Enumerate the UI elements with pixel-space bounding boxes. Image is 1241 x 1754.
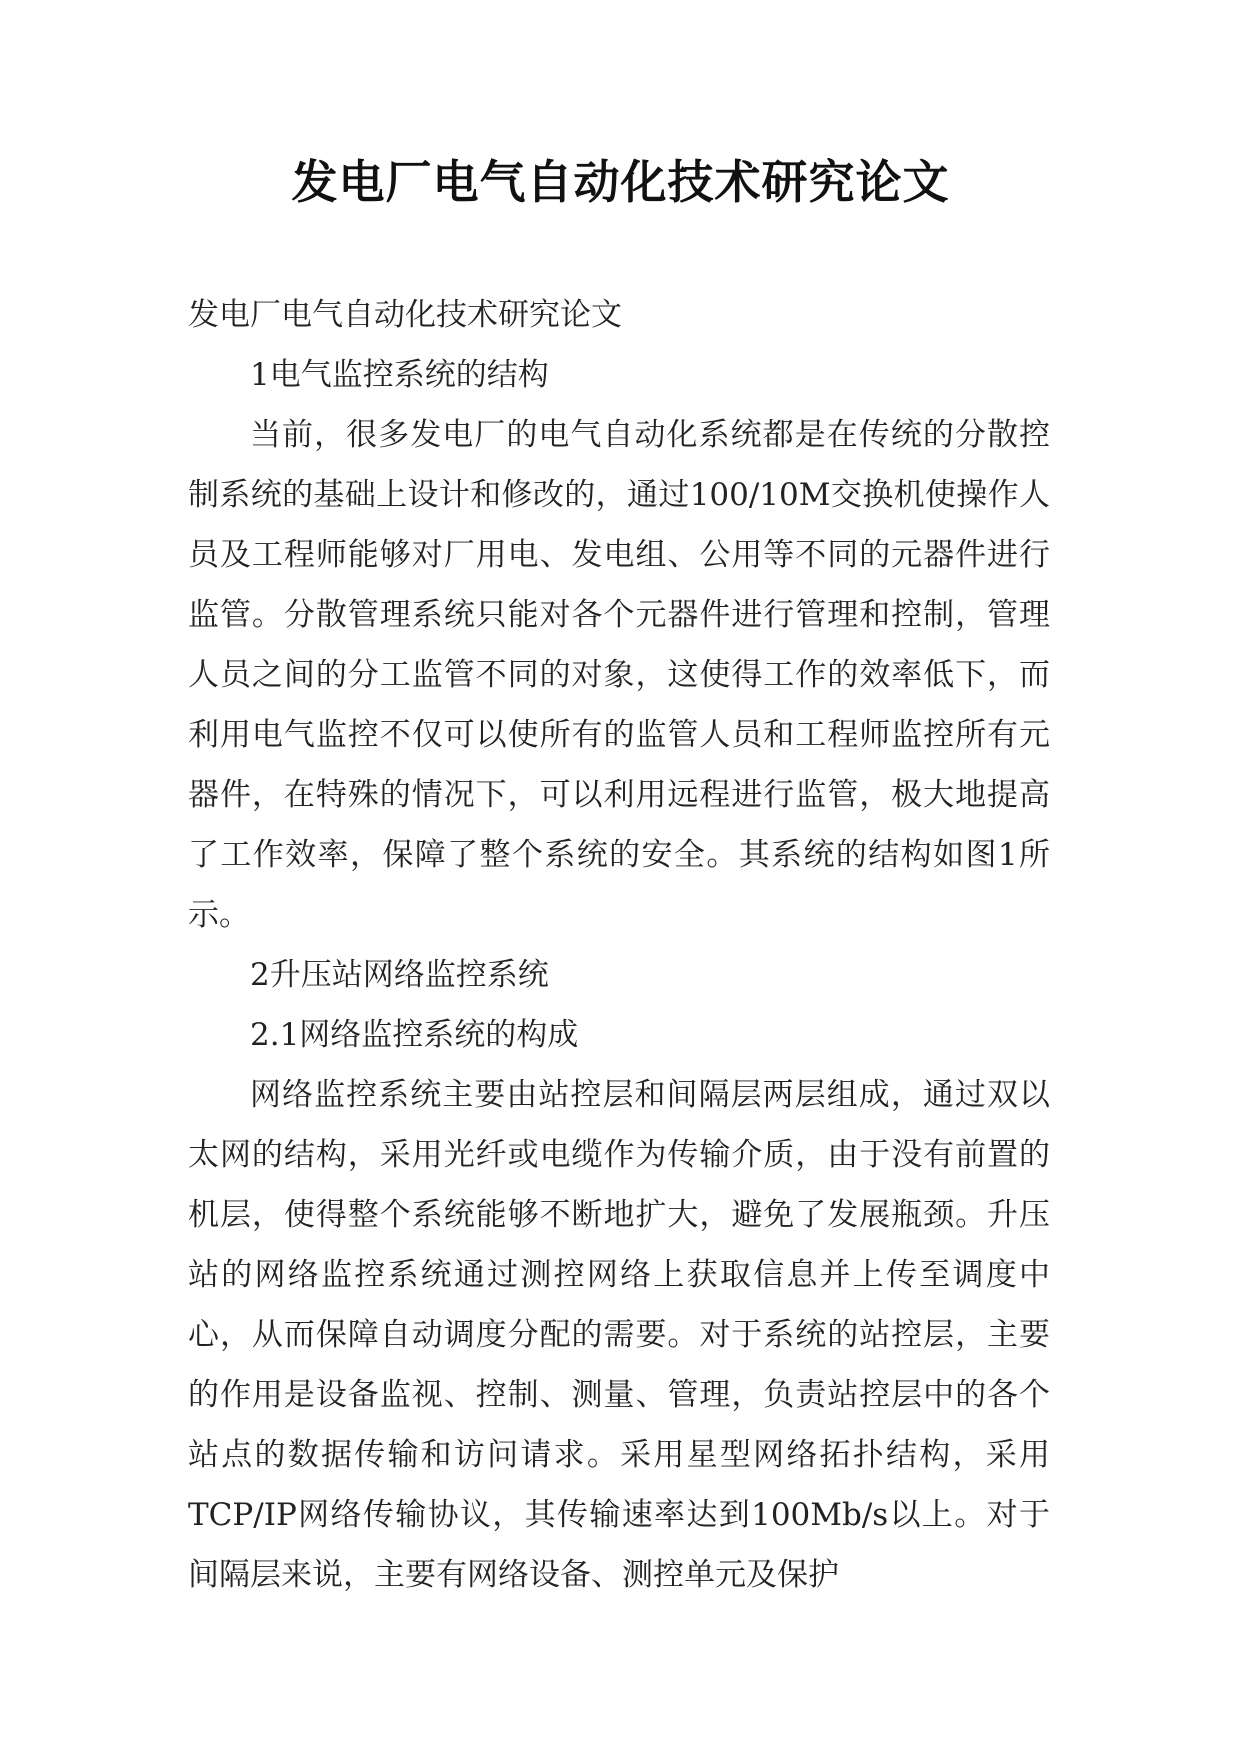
- document-title: 发电厂电气自动化技术研究论文: [291, 155, 950, 209]
- section-heading-1: 1电气监控系统的结构: [250, 357, 549, 393]
- section-heading-2: 2升压站网络监控系统: [250, 957, 549, 993]
- paragraph-network-monitoring: 网络监控系统主要由站控层和间隔层两层组成，通过双以太网的结构，采用光纤或电缆作为传输介质，由于没有前置的机层，使得整个系统能够不断地扩大，避免了发展瓶颈。升压站的网络监控系统通过测控网络上获取信息并上传至调度中心，从而保障自动调度分配的需要。对于系统的站控层，主要的作用是设备监视、控制、测量、管理，负责站控层中的各个站点的数据传输和访问请求。采用星型网络拓扑结构，采用TCP/IP网络传输协议，其传输速率达到100Mb/s以上。对于间隔层来说，主要有网络设备、测控单元及保护: [188, 1077, 1050, 1593]
- document-body: [188, 285, 1050, 1605]
- body-heading-repeat: 发电厂电气自动化技术研究论文: [188, 297, 622, 333]
- paragraph-structure: 当前，很多发电厂的电气自动化系统都是在传统的分散控制系统的基础上设计和修改的，通过100/10M交换机使操作人员及工程师能够对厂用电、发电组、公用等不同的元器件进行监管。分散管理系统只能对各个元器件进行管理和控制，管理人员之间的分工监管不同的对象，这使得工作的效率低下，而利用电气监控不仅可以使所有的监管人员和工程师监控所有元器件，在特殊的情况下，可以利用远程进行监管，极大地提高了工作效率，保障了整个系统的安全。其系统的结构如图1所示。: [188, 417, 1050, 933]
- subsection-heading-2-1: 2.1网络监控系统的构成: [250, 1017, 579, 1053]
